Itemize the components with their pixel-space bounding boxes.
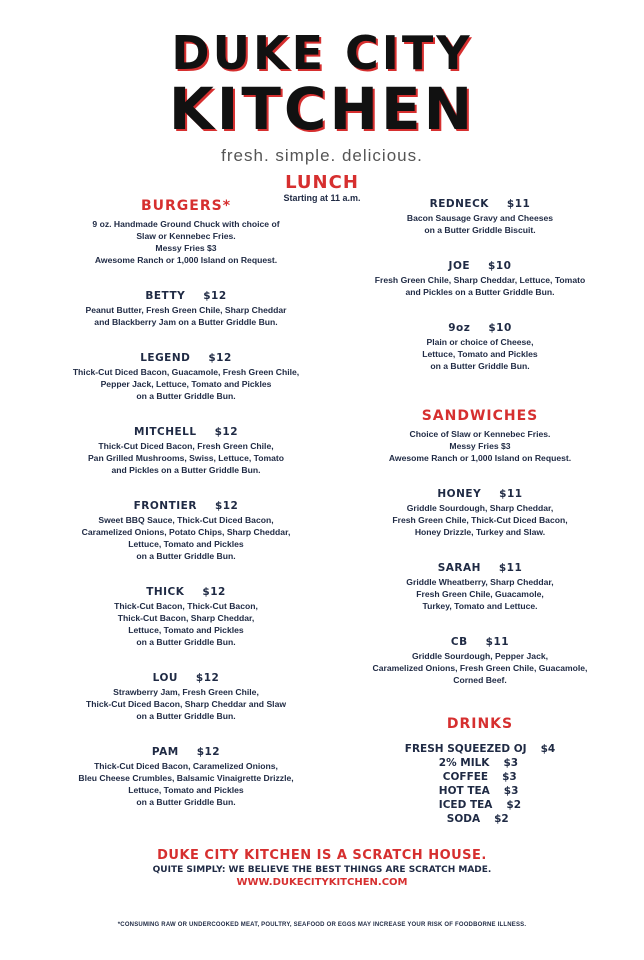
drink-item: ICED TEA $2 [438,799,522,811]
item-description: Thick-Cut Bacon, Thick-Cut Bacon, Thick-Cut Bacon, Sharp Cheddar, Lettuce, Tomato and Pickles on a Butter Griddle Bun. [114,601,258,647]
sandwiches-title: SANDWICHES [421,408,539,424]
menu-item-redneck [330,198,630,236]
intro-line: Awesome Ranch or 1,000 Island on Request. [94,255,278,265]
food-safety-disclaimer: *CONSUMING RAW OR UNDERCOOKED MEAT, POULTRY, SEAFOOD OR EGGS MAY INCREASE YOUR RISK OF FOODBORNE ILLNESS. [117,922,527,928]
item-price: $12 [214,500,239,512]
item-name: MITCHELL [134,426,197,438]
menu-header [0,0,644,203]
website-link[interactable]: WWW.DUKECITYKITCHEN.COM [236,877,408,888]
item-name: 9oz [448,322,471,334]
item-description: Griddle Sourdough, Sharp Cheddar, Fresh Green Chile, Thick-Cut Diced Bacon, Honey Drizzle, Turkey and Slaw. [392,503,568,537]
menu-item-pam [36,746,336,808]
item-description: Bacon Sausage Gravy and Cheeses on a Butter Griddle Biscuit. [406,213,554,235]
sandwiches-intro: Choice of Slaw or Kennebec Fries. Messy Fries $3 Awesome Ranch or 1,000 Island on Request. [388,429,572,463]
burgers-intro [36,218,336,266]
menu-item-honey [330,488,630,538]
item-name: BETTY [145,290,186,302]
burgers-title: BURGERS* [140,198,232,214]
tagline: fresh. simple. delicious. [221,146,423,165]
item-price: $12 [196,746,221,758]
drink-item: HOT TEA $3 [438,785,519,797]
philosophy-statement: QUITE SIMPLY: WE BELIEVE THE BEST THINGS ARE SCRATCH MADE. [152,865,492,875]
start-time: Starting at 11 a.m. [283,193,361,203]
item-price: $12 [214,426,238,438]
item-description: Thick-Cut Diced Bacon, Guacamole, Fresh Green Chile, Pepper Jack, Lettuce, Tomato and Pickles on a Butter Griddle Bun. [72,367,300,401]
item-name: LEGEND [140,352,191,364]
item-price: $11 [499,488,523,500]
drinks-section [330,716,630,827]
menu-item-thick [36,586,336,648]
item-description: Thick-Cut Diced Bacon, Caramelized Onions, Bleu Cheese Crumbles, Balsamic Vinaigrette Drizzle, Lettuce, Tomato and Pickles on a Butter Griddle Bun. [78,761,294,807]
item-name: PAM [151,746,179,758]
menu-item-lou [36,672,336,722]
item-description: Fresh Green Chile, Sharp Cheddar, Lettuce, Tomato and Pickles on a Butter Griddle Bun. [374,275,586,297]
item-name: FRONTIER [133,500,197,512]
item-price: $12 [208,352,232,364]
item-description: Peanut Butter, Fresh Green Chile, Sharp Cheddar and Blackberry Jam on a Butter Griddle Bun. [85,305,287,327]
burgers-section [36,198,336,266]
left-column [36,198,336,832]
sandwiches-section [330,408,630,464]
item-name: LOU [152,672,178,684]
item-price: $12 [203,290,227,302]
item-price: $12 [195,672,220,684]
item-price: $11 [498,562,523,574]
menu-item-betty [36,290,336,328]
item-name: JOE [448,260,471,272]
menu-footer [0,848,644,888]
item-price: $11 [506,198,531,210]
item-description: Plain or choice of Cheese, Lettuce, Tomato and Pickles on a Butter Griddle Bun. [422,337,538,371]
meal-title: LUNCH [285,172,359,193]
menu-item-legend [36,352,336,402]
item-name: SARAH [437,562,481,574]
item-description: Griddle Sourdough, Pepper Jack, Caramelized Onions, Fresh Green Chile, Guacamole, Corned Beef. [372,651,588,685]
right-column [330,198,630,827]
item-description: Strawberry Jam, Fresh Green Chile, Thick-Cut Diced Bacon, Sharp Cheddar and Slaw on a Butter Griddle Bun. [85,687,287,721]
item-price: $11 [485,636,510,648]
item-name: CB [450,636,468,648]
drinks-title: DRINKS [446,716,514,732]
scratch-house-statement: DUKE CITY KITCHEN IS A SCRATCH HOUSE. [157,848,487,863]
drinks-list [405,742,555,826]
restaurant-name-line2: KITCHEN [168,75,476,143]
item-name: HONEY [437,488,482,500]
item-description: Sweet BBQ Sauce, Thick-Cut Diced Bacon, Caramelized Onions, Potato Chips, Sharp Cheddar, Lettuce, Tomato and Pickles on a Butter Griddle Bun. [81,515,291,561]
drink-item: FRESH SQUEEZED OJ $4 [404,743,556,755]
item-price: $10 [488,322,512,334]
item-name: THICK [146,586,185,598]
intro-line: Messy Fries $3 [155,243,217,253]
menu-item-frontier [36,500,336,562]
item-description: Griddle Wheatberry, Sharp Cheddar, Fresh Green Chile, Guacamole, Turkey, Tomato and Lettuce. [406,577,554,611]
menu-item-mitchell [36,426,336,476]
drink-item: COFFEE $3 [442,771,517,783]
intro-line: 9 oz. Handmade Ground Chuck with choice of [92,219,280,229]
drink-item: 2% MILK $3 [438,757,519,769]
menu-item-sarah [330,562,630,612]
menu-item-cb [330,636,630,686]
item-price: $12 [202,586,226,598]
item-name: REDNECK [429,198,489,210]
menu-item-joe [330,260,630,298]
menu-item-9oz [330,322,630,372]
intro-line: Slaw or Kennebec Fries. [136,231,236,241]
item-price: $10 [488,260,512,272]
drink-item: SODA $2 [446,813,509,825]
item-description: Thick-Cut Diced Bacon, Fresh Green Chile, Pan Grilled Mushrooms, Swiss, Lettuce, Tomato and Pickles on a Butter Griddle Bun. [87,441,285,475]
restaurant-name-line1: DUKE CITY [171,26,473,80]
